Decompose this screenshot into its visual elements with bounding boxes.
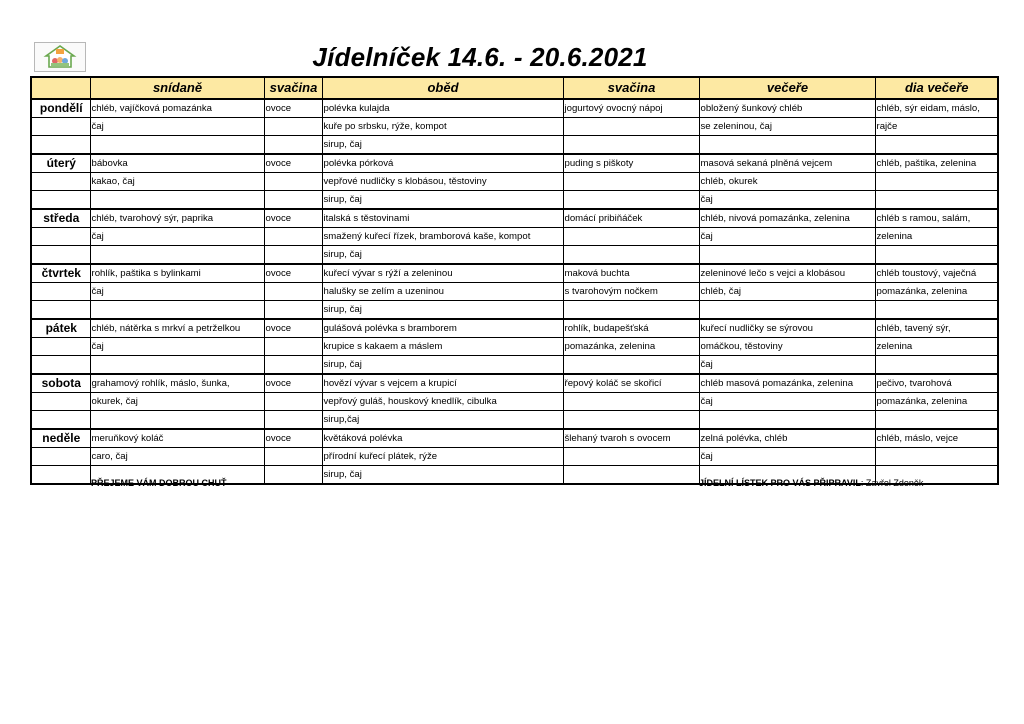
menu-cell: čaj — [90, 283, 264, 301]
menu-cell: okurek, čaj — [90, 393, 264, 411]
menu-cell: sirup, čaj — [322, 356, 563, 375]
menu-cell — [875, 356, 998, 375]
footer-author — [699, 478, 923, 488]
menu-cell — [563, 411, 699, 430]
menu-cell — [563, 173, 699, 191]
table-row — [31, 338, 998, 356]
day-label: čtvrtek — [31, 264, 90, 283]
table-row — [31, 154, 998, 173]
menu-cell — [875, 173, 998, 191]
menu-cell: zelná polévka, chléb — [699, 429, 875, 448]
menu-cell — [563, 228, 699, 246]
menu-cell: halušky se zelím a uzeninou — [322, 283, 563, 301]
menu-cell: obložený šunkový chléb — [699, 99, 875, 118]
table-row — [31, 209, 998, 228]
table-row — [31, 246, 998, 265]
menu-cell: čaj — [90, 228, 264, 246]
day-cell-empty — [31, 448, 90, 466]
menu-cell: chléb, paštika, zelenina — [875, 154, 998, 173]
day-cell-empty — [31, 173, 90, 191]
menu-cell: šlehaný tvaroh s ovocem — [563, 429, 699, 448]
day-label: neděle — [31, 429, 90, 448]
menu-cell: meruňkový koláč — [90, 429, 264, 448]
menu-cell — [875, 448, 998, 466]
day-label: pátek — [31, 319, 90, 338]
menu-cell — [264, 393, 322, 411]
menu-cell — [90, 301, 264, 320]
menu-cell — [264, 136, 322, 155]
menu-cell — [699, 301, 875, 320]
day-cell-empty — [31, 411, 90, 430]
menu-cell — [563, 191, 699, 210]
menu-cell: ovoce — [264, 319, 322, 338]
menu-cell: omáčkou, těstoviny — [699, 338, 875, 356]
menu-cell: sirup, čaj — [322, 246, 563, 265]
day-cell-empty — [31, 338, 90, 356]
menu-cell — [90, 136, 264, 155]
table-row — [31, 173, 998, 191]
menu-cell — [264, 191, 322, 210]
menu-cell — [90, 411, 264, 430]
menu-cell — [875, 191, 998, 210]
table-row — [31, 118, 998, 136]
menu-cell: bábovka — [90, 154, 264, 173]
menu-cell — [563, 448, 699, 466]
table-row — [31, 393, 998, 411]
menu-cell: chléb s ramou, salám, — [875, 209, 998, 228]
menu-cell — [563, 393, 699, 411]
menu-cell: puding s piškoty — [563, 154, 699, 173]
menu-cell: ovoce — [264, 374, 322, 393]
day-cell-empty — [31, 136, 90, 155]
menu-cell: zeleninové lečo s vejci a klobásou — [699, 264, 875, 283]
menu-cell: grahamový rohlík, máslo, šunka, — [90, 374, 264, 393]
menu-cell: sirup, čaj — [322, 466, 563, 485]
menu-cell: vepřové nudličky s klobásou, těstoviny — [322, 173, 563, 191]
table-row — [31, 374, 998, 393]
menu-cell — [90, 356, 264, 375]
menu-cell: ovoce — [264, 209, 322, 228]
menu-cell — [264, 338, 322, 356]
menu-cell: řepový koláč se skořicí — [563, 374, 699, 393]
table-row — [31, 319, 998, 338]
menu-cell: caro, čaj — [90, 448, 264, 466]
menu-cell — [699, 246, 875, 265]
table-row — [31, 99, 998, 118]
menu-cell: ovoce — [264, 429, 322, 448]
menu-cell: sirup, čaj — [322, 136, 563, 155]
menu-cell: smažený kuřecí řízek, bramborová kaše, kompot — [322, 228, 563, 246]
day-label: pondělí — [31, 99, 90, 118]
menu-cell: rohlík, budapešťská — [563, 319, 699, 338]
table-row — [31, 136, 998, 155]
menu-cell — [699, 136, 875, 155]
menu-cell: chléb, vajíčková pomazánka — [90, 99, 264, 118]
table-row — [31, 448, 998, 466]
menu-cell — [264, 411, 322, 430]
day-cell-empty — [31, 228, 90, 246]
header-6: dia večeře — [875, 77, 998, 99]
header-4: svačina — [563, 77, 699, 99]
menu-body — [31, 99, 998, 484]
menu-cell — [699, 411, 875, 430]
menu-cell — [264, 283, 322, 301]
menu-cell: zelenina — [875, 228, 998, 246]
menu-cell: hovězí vývar s vejcem a krupicí — [322, 374, 563, 393]
menu-cell: čaj — [699, 448, 875, 466]
day-cell-empty — [31, 301, 90, 320]
menu-cell — [563, 136, 699, 155]
menu-cell — [264, 466, 322, 485]
menu-cell: kuřecí vývar s rýží a zeleninou — [322, 264, 563, 283]
table-row — [31, 264, 998, 283]
menu-cell — [563, 118, 699, 136]
header-5: večeře — [699, 77, 875, 99]
footer-author-name: : Zavřel Zdeněk — [860, 478, 924, 488]
menu-cell: kuřecí nudličky se sýrovou — [699, 319, 875, 338]
menu-cell: ovoce — [264, 264, 322, 283]
menu-cell — [264, 118, 322, 136]
menu-cell: zelenina — [875, 338, 998, 356]
menu-cell — [264, 356, 322, 375]
menu-cell: chléb masová pomazánka, zelenina — [699, 374, 875, 393]
menu-cell: chléb, tvarohový sýr, paprika — [90, 209, 264, 228]
menu-cell: chléb, čaj — [699, 283, 875, 301]
table-row — [31, 429, 998, 448]
day-cell-empty — [31, 118, 90, 136]
header-1: snídaně — [90, 77, 264, 99]
menu-cell: kuře po srbsku, rýže, kompot — [322, 118, 563, 136]
menu-cell: chléb, nivová pomazánka, zelenina — [699, 209, 875, 228]
menu-cell: polévka kulajda — [322, 99, 563, 118]
menu-cell: kakao, čaj — [90, 173, 264, 191]
menu-cell: rohlík, paštika s bylinkami — [90, 264, 264, 283]
menu-table — [30, 76, 999, 485]
day-cell-empty — [31, 356, 90, 375]
menu-cell: maková buchta — [563, 264, 699, 283]
menu-cell — [264, 448, 322, 466]
menu-cell: polévka pórková — [322, 154, 563, 173]
menu-cell — [875, 246, 998, 265]
day-cell-empty — [31, 283, 90, 301]
menu-cell: vepřový guláš, houskový knedlík, cibulka — [322, 393, 563, 411]
menu-cell: chléb, okurek — [699, 173, 875, 191]
menu-cell: krupice s kakaem a máslem — [322, 338, 563, 356]
day-cell-empty — [31, 246, 90, 265]
table-row — [31, 301, 998, 320]
menu-cell: pomazánka, zelenina — [875, 283, 998, 301]
menu-cell — [264, 301, 322, 320]
menu-cell: chléb, sýr eidam, máslo, — [875, 99, 998, 118]
menu-cell: rajče — [875, 118, 998, 136]
day-label: sobota — [31, 374, 90, 393]
header-2: svačina — [264, 77, 322, 99]
footer-wish: PŘEJEME VÁM DOBROU CHUŤ — [91, 478, 227, 488]
day-cell-empty — [31, 466, 90, 485]
menu-cell: sirup,čaj — [322, 411, 563, 430]
menu-cell — [563, 301, 699, 320]
menu-cell: sirup, čaj — [322, 191, 563, 210]
menu-cell: italská s těstovinami — [322, 209, 563, 228]
menu-cell — [563, 356, 699, 375]
table-row — [31, 411, 998, 430]
menu-cell: přírodní kuřecí plátek, rýže — [322, 448, 563, 466]
day-cell-empty — [31, 393, 90, 411]
menu-cell — [875, 136, 998, 155]
menu-cell: pomazánka, zelenina — [875, 393, 998, 411]
table-row — [31, 228, 998, 246]
menu-cell — [563, 466, 699, 485]
menu-cell: sirup, čaj — [322, 301, 563, 320]
menu-cell: chléb, máslo, vejce — [875, 429, 998, 448]
menu-cell — [90, 191, 264, 210]
menu-cell: jogurtový ovocný nápoj — [563, 99, 699, 118]
menu-cell — [875, 411, 998, 430]
menu-cell: chléb toustový, vaječná — [875, 264, 998, 283]
menu-cell — [264, 173, 322, 191]
menu-cell: čaj — [699, 191, 875, 210]
menu-cell: ovoce — [264, 99, 322, 118]
menu-cell: ovoce — [264, 154, 322, 173]
menu-cell: chléb, nátěrka s mrkví a petrželkou — [90, 319, 264, 338]
page-title: Jídelníček 14.6. - 20.6.2021 — [312, 42, 648, 72]
menu-cell — [264, 228, 322, 246]
menu-cell: pečivo, tvarohová — [875, 374, 998, 393]
menu-cell: se zeleninou, čaj — [699, 118, 875, 136]
menu-cell: květáková polévka — [322, 429, 563, 448]
day-label: úterý — [31, 154, 90, 173]
table-row — [31, 356, 998, 375]
menu-cell: masová sekaná plněná vejcem — [699, 154, 875, 173]
header-row — [31, 77, 998, 99]
menu-cell: čaj — [699, 228, 875, 246]
menu-cell: domácí pribiňáček — [563, 209, 699, 228]
menu-cell: pomazánka, zelenina — [563, 338, 699, 356]
header-day — [31, 77, 90, 99]
menu-cell: gulášová polévka s bramborem — [322, 319, 563, 338]
menu-cell: čaj — [90, 118, 264, 136]
menu-cell — [264, 246, 322, 265]
table-row — [31, 283, 998, 301]
day-label: středa — [31, 209, 90, 228]
menu-cell: chléb, tavený sýr, — [875, 319, 998, 338]
menu-cell — [90, 246, 264, 265]
menu-cell: čaj — [699, 356, 875, 375]
header-3: oběd — [322, 77, 563, 99]
table-row — [31, 191, 998, 210]
menu-cell — [563, 246, 699, 265]
menu-cell: s tvarohovým nočkem — [563, 283, 699, 301]
menu-cell: čaj — [699, 393, 875, 411]
menu-cell — [875, 301, 998, 320]
menu-cell: čaj — [90, 338, 264, 356]
footer-author-label: JÍDELNÍ LÍSTEK PRO VÁS PŘIPRAVIL — [699, 478, 861, 488]
day-cell-empty — [31, 191, 90, 210]
